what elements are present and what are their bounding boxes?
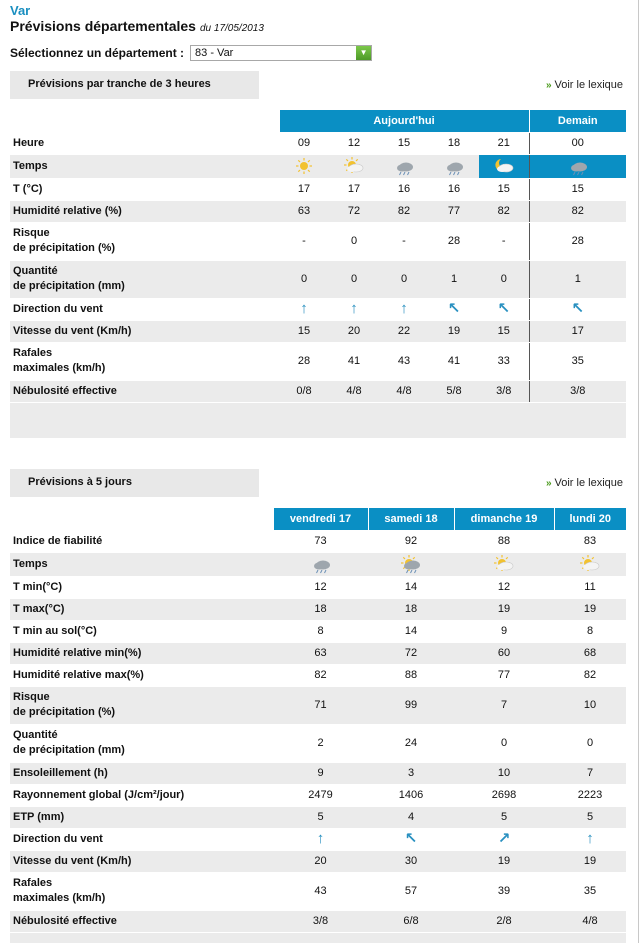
- cell-value: 73: [273, 530, 368, 552]
- cell-value: 92: [368, 530, 454, 552]
- cell-value: 18: [273, 598, 368, 620]
- cell-value: 7: [454, 686, 554, 724]
- lexique-link-1-label: Voir le lexique: [554, 79, 623, 91]
- cell-value: 2223: [554, 784, 626, 806]
- wind-direction-cell: [273, 828, 368, 850]
- wind-arrow-icon: ↑: [586, 830, 594, 847]
- cell-value: 8: [273, 620, 368, 642]
- cell-value: 5: [454, 806, 554, 828]
- wind-arrow-icon: ↖: [571, 300, 585, 317]
- cell-value: 41: [429, 342, 479, 380]
- row-label: Indice de fiabilité: [10, 530, 273, 552]
- cell-value: 7: [554, 762, 626, 784]
- row-label-line: maximales (km/h): [13, 362, 106, 374]
- cell-value: 17: [329, 178, 379, 200]
- row-label: Heure: [10, 132, 279, 154]
- cell-value: 83: [554, 530, 626, 552]
- row-label: [10, 872, 273, 910]
- cell-value: 39: [454, 872, 554, 910]
- weather-cell: [479, 154, 529, 178]
- cell-value: 28: [429, 222, 479, 260]
- cell-value: 1406: [368, 784, 454, 806]
- today-header: Aujourd'hui: [279, 110, 529, 132]
- cell-value: 60: [454, 642, 554, 664]
- cell-value: 28: [529, 222, 626, 260]
- row-label: Direction du vent: [10, 828, 273, 850]
- day-header: dimanche 19: [454, 508, 554, 530]
- cell-value: 82: [379, 200, 429, 222]
- cell-value: 12: [329, 132, 379, 154]
- cell-value: 18: [368, 598, 454, 620]
- weather-cell: [279, 154, 329, 178]
- table-header-row: [10, 508, 626, 530]
- cell-value: 0: [454, 724, 554, 762]
- cell-value: 8: [554, 620, 626, 642]
- sun-cloud-icon: [493, 558, 515, 570]
- row-label: [10, 342, 279, 380]
- cell-value: 5: [554, 806, 626, 828]
- wind-direction-cell: [379, 298, 429, 320]
- cell-value: 30: [368, 850, 454, 872]
- day-header: lundi 20: [554, 508, 626, 530]
- wind-arrow-icon: ↖: [447, 300, 461, 317]
- wind-direction-cell: [429, 298, 479, 320]
- row-label: [10, 222, 279, 260]
- chevron-right-icon: »: [545, 80, 552, 91]
- table-row: [10, 910, 626, 932]
- cell-value: 19: [454, 850, 554, 872]
- row-label: T max(°C): [10, 598, 273, 620]
- cell-value: 16: [379, 178, 429, 200]
- panel-5day-forecast: [10, 508, 626, 943]
- row-label: Humidité relative max(%): [10, 664, 273, 686]
- sun-rain-cloud-icon: [400, 558, 422, 570]
- cell-value: 10: [454, 762, 554, 784]
- day-header: vendredi 17: [273, 508, 368, 530]
- cell-value: 18: [429, 132, 479, 154]
- cell-value: 5: [273, 806, 368, 828]
- cell-value: 43: [379, 342, 429, 380]
- cell-value: 3: [368, 762, 454, 784]
- table-row: [10, 762, 626, 784]
- wind-arrow-icon: ↑: [400, 300, 408, 317]
- table-row: [10, 132, 626, 154]
- cell-value: 41: [329, 342, 379, 380]
- cell-value: 35: [529, 342, 626, 380]
- row-label-line: Quantité: [13, 265, 58, 277]
- cell-value: 19: [554, 598, 626, 620]
- table-row: [10, 576, 626, 598]
- cell-value: 19: [554, 850, 626, 872]
- row-label: Rayonnement global (J/cm²/jour): [10, 784, 273, 806]
- row-label: [10, 260, 279, 298]
- table-row: [10, 530, 626, 552]
- panel-3h-forecast: [10, 110, 626, 438]
- cell-value: 24: [368, 724, 454, 762]
- cell-value: 88: [454, 530, 554, 552]
- cell-value: 82: [554, 664, 626, 686]
- row-label: [10, 724, 273, 762]
- cell-value: 2/8: [454, 910, 554, 932]
- wind-direction-cell: [454, 828, 554, 850]
- cell-value: 19: [429, 320, 479, 342]
- cell-value: 15: [279, 320, 329, 342]
- row-label-line: maximales (km/h): [13, 892, 106, 904]
- row-label-line: Rafales: [13, 877, 53, 889]
- row-label: T min(°C): [10, 576, 273, 598]
- lexique-link-2[interactable]: [546, 477, 623, 489]
- cell-value: 43: [273, 872, 368, 910]
- cell-value: 17: [279, 178, 329, 200]
- table-row: [10, 598, 626, 620]
- cell-value: 2: [273, 724, 368, 762]
- moon-cloud-icon: [493, 160, 515, 172]
- row-label-line: de précipitation (mm): [13, 744, 125, 756]
- cell-value: 82: [273, 664, 368, 686]
- department-select-row: [10, 45, 372, 61]
- row-label: Temps: [10, 154, 279, 178]
- cell-value: 5/8: [429, 380, 479, 402]
- cell-value: 82: [479, 200, 529, 222]
- weather-cell: [554, 552, 626, 576]
- cell-value: 63: [273, 642, 368, 664]
- cell-value: 12: [273, 576, 368, 598]
- table-row: [10, 380, 626, 402]
- wind-direction-cell: [279, 298, 329, 320]
- cell-value: 20: [329, 320, 379, 342]
- cell-value: 35: [554, 872, 626, 910]
- cell-value: 15: [529, 178, 626, 200]
- cell-value: 88: [368, 664, 454, 686]
- cell-value: 17: [529, 320, 626, 342]
- row-label: Vitesse du vent (Km/h): [10, 850, 273, 872]
- row-label: Vitesse du vent (Km/h): [10, 320, 279, 342]
- cell-value: 16: [429, 178, 479, 200]
- department-select[interactable]: [190, 45, 372, 61]
- cell-value: 72: [329, 200, 379, 222]
- cell-value: 22: [379, 320, 429, 342]
- wind-arrow-icon: ↖: [497, 300, 511, 317]
- row-label: Ensoleillement (h): [10, 762, 273, 784]
- chevron-right-icon: »: [545, 478, 552, 489]
- cell-value: 72: [368, 642, 454, 664]
- rain-cloud-icon: [393, 160, 415, 172]
- page-date: du 17/05/2013: [199, 23, 264, 34]
- row-label: [10, 686, 273, 724]
- wind-arrow-icon: ↖: [404, 830, 418, 847]
- cell-value: 77: [454, 664, 554, 686]
- cell-value: 0: [279, 260, 329, 298]
- cell-value: 12: [454, 576, 554, 598]
- cell-value: 0/8: [279, 380, 329, 402]
- cell-value: 71: [273, 686, 368, 724]
- page-title-text: Prévisions départementales: [10, 18, 196, 34]
- cell-value: 0: [329, 260, 379, 298]
- cell-value: 4/8: [379, 380, 429, 402]
- row-label-line: de précipitation (%): [13, 242, 116, 254]
- cell-value: 4/8: [554, 910, 626, 932]
- row-label-line: de précipitation (mm): [13, 280, 125, 292]
- weather-cell: [368, 552, 454, 576]
- cell-value: 3/8: [273, 910, 368, 932]
- department-select-value: 83 - Var: [195, 47, 234, 59]
- weather-cell: [429, 154, 479, 178]
- table-row: [10, 620, 626, 642]
- table-row: [10, 784, 626, 806]
- cell-value: 0: [554, 724, 626, 762]
- cell-value: 57: [368, 872, 454, 910]
- cell-value: -: [479, 222, 529, 260]
- dropdown-arrow-icon[interactable]: ▼: [356, 46, 371, 60]
- table-row: [10, 686, 626, 724]
- wind-direction-cell: [329, 298, 379, 320]
- cell-value: 0: [329, 222, 379, 260]
- row-label: Direction du vent: [10, 298, 279, 320]
- table-row: [10, 806, 626, 828]
- weather-cell: [329, 154, 379, 178]
- table-5day-forecast: [10, 508, 626, 933]
- cell-value: 33: [479, 342, 529, 380]
- table-row: [10, 850, 626, 872]
- cell-value: 00: [529, 132, 626, 154]
- row-label: Nébulosité effective: [10, 380, 279, 402]
- cell-value: 14: [368, 576, 454, 598]
- table-row: [10, 222, 626, 260]
- cell-value: 6/8: [368, 910, 454, 932]
- cell-value: 15: [479, 320, 529, 342]
- wind-direction-cell: [554, 828, 626, 850]
- sun-cloud-icon: [579, 558, 601, 570]
- cell-value: 3/8: [529, 380, 626, 402]
- wind-arrow-icon: ↗: [497, 830, 511, 847]
- cell-value: 3/8: [479, 380, 529, 402]
- weather-cell: [379, 154, 429, 178]
- table-row: [10, 298, 626, 320]
- row-label: Nébulosité effective: [10, 910, 273, 932]
- cell-value: 1: [429, 260, 479, 298]
- cell-value: 82: [529, 200, 626, 222]
- page-title: [10, 18, 264, 34]
- row-label-line: Rafales: [13, 347, 53, 359]
- row-label-line: Risque: [13, 691, 50, 703]
- wind-direction-cell: [479, 298, 529, 320]
- sun-icon: [293, 160, 315, 172]
- wind-direction-cell: [529, 298, 626, 320]
- cell-value: 99: [368, 686, 454, 724]
- weather-cell: [529, 154, 626, 178]
- cell-value: 21: [479, 132, 529, 154]
- cell-value: -: [279, 222, 329, 260]
- lexique-link-2-label: Voir le lexique: [554, 477, 623, 489]
- table-header-row: [10, 110, 626, 132]
- cell-value: 4/8: [329, 380, 379, 402]
- cell-value: 14: [368, 620, 454, 642]
- cell-value: 11: [554, 576, 626, 598]
- table-3h-forecast: [10, 110, 626, 403]
- cell-value: 15: [479, 178, 529, 200]
- rain-cloud-icon: [443, 160, 465, 172]
- table-row: [10, 642, 626, 664]
- wind-arrow-icon: ↑: [316, 830, 325, 847]
- row-label: Humidité relative min(%): [10, 642, 273, 664]
- wind-arrow-icon: ↑: [350, 300, 358, 317]
- cell-value: 0: [479, 260, 529, 298]
- cell-value: 4: [368, 806, 454, 828]
- table-row: [10, 200, 626, 222]
- weather-cell: [273, 552, 368, 576]
- cell-value: 9: [273, 762, 368, 784]
- weather-cell: [454, 552, 554, 576]
- row-label-line: de précipitation (%): [13, 706, 116, 718]
- cell-value: 19: [454, 598, 554, 620]
- row-label: Humidité relative (%): [10, 200, 279, 222]
- table-row: [10, 260, 626, 298]
- row-label-line: Risque: [13, 227, 50, 239]
- cell-value: 0: [379, 260, 429, 298]
- lexique-link-1[interactable]: [546, 79, 623, 91]
- row-label: T min au sol(°C): [10, 620, 273, 642]
- rain-cloud-icon: [310, 558, 332, 570]
- tab-5day-forecast[interactable]: Prévisions à 5 jours: [10, 469, 259, 497]
- table-row: [10, 664, 626, 686]
- cell-value: 77: [429, 200, 479, 222]
- table-row: [10, 724, 626, 762]
- table-row: [10, 320, 626, 342]
- table-row: [10, 872, 626, 910]
- row-label: Temps: [10, 552, 273, 576]
- cell-value: 68: [554, 642, 626, 664]
- department-select-label: Sélectionnez un département :: [10, 46, 185, 60]
- day-header: samedi 18: [368, 508, 454, 530]
- cell-value: 2479: [273, 784, 368, 806]
- table-row: [10, 552, 626, 576]
- row-label: T (°C): [10, 178, 279, 200]
- cell-value: 1: [529, 260, 626, 298]
- department-name: Var: [10, 3, 31, 18]
- table-row: [10, 154, 626, 178]
- table-row: [10, 342, 626, 380]
- cell-value: 20: [273, 850, 368, 872]
- cell-value: 10: [554, 686, 626, 724]
- table-row: [10, 178, 626, 200]
- table-row: [10, 828, 626, 850]
- sun-cloud-icon: [343, 160, 365, 172]
- tab-3h-forecast[interactable]: Prévisions par tranche de 3 heures: [10, 71, 259, 99]
- row-label: ETP (mm): [10, 806, 273, 828]
- wind-direction-cell: [368, 828, 454, 850]
- wind-arrow-icon: ↑: [300, 300, 308, 317]
- rain-cloud-icon: [567, 160, 589, 172]
- cell-value: 28: [279, 342, 329, 380]
- cell-value: 9: [454, 620, 554, 642]
- tomorrow-header: Demain: [529, 110, 626, 132]
- cell-value: 15: [379, 132, 429, 154]
- cell-value: 09: [279, 132, 329, 154]
- cell-value: 2698: [454, 784, 554, 806]
- cell-value: -: [379, 222, 429, 260]
- row-label-line: Quantité: [13, 729, 58, 741]
- cell-value: 63: [279, 200, 329, 222]
